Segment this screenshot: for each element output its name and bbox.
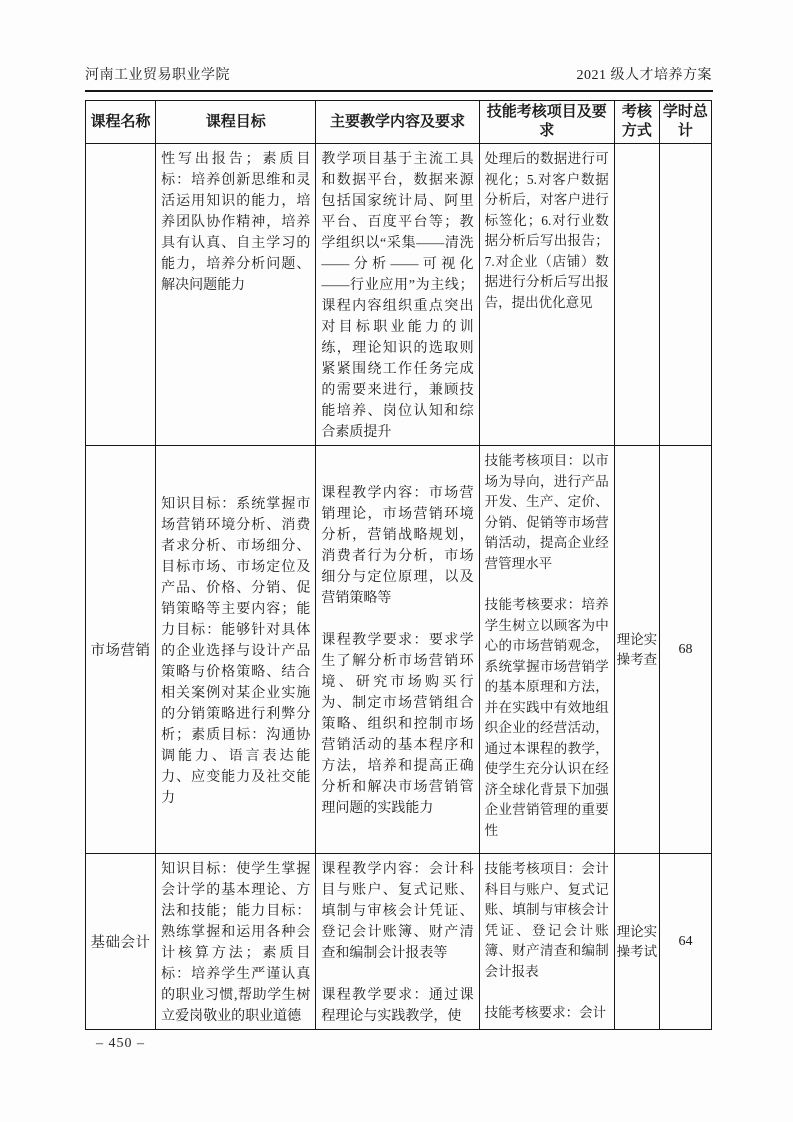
cell-skill-assessment (479, 446, 614, 854)
cell-total-hours: 68 (659, 446, 711, 854)
objectives-text: 知识目标：系统掌握市场营销环境分析、消费者求分析、市场细分、目标市场、市场定位及产品、价格、分销、促销策略等主要内容；能力目标：能够针对具体的企业选择与设计产品策略与价格策略、结合相关案例对某企业实施的分销策略进行利弊分析；素质目标：沟通协调能力、语言表达能力、应变能力及社交能力 (161, 496, 311, 806)
objectives-text: 性写出报告；素质目标：培养创新思维和灵活运用知识的能力，培养团队协作精神，培养具有认真、自主学习的能力，培养分析问题、解决问题能力 (161, 152, 311, 293)
col-header-assessment-method: 考核方式 (614, 101, 659, 144)
col-header-teaching-content: 主要教学内容及要求 (316, 101, 479, 144)
header-school-name: 河南工业贸易职业学院 (85, 68, 230, 83)
page-number: – 450 – (96, 1036, 145, 1051)
col-header-course-objectives: 课程目标 (156, 101, 316, 144)
table-header-row (86, 101, 712, 144)
teaching-content-text: 课程教学内容：会计科目与账户、复式记账、填制与审核会计凭证、登记会计账簿、财产清查和编制会计报表等 (321, 862, 474, 961)
header-rule-line (85, 90, 713, 92)
document-header (85, 64, 712, 84)
table-row-accounting (86, 854, 712, 1030)
cell-teaching-content (316, 144, 479, 446)
cell-course-name: 市场营销 (86, 446, 156, 854)
skill-assessment-items-text: 技能考核项目：以市场为导向，进行产品开发、生产、定价、分销、促销等市场营销活动，提高企业经营管理水平 (484, 453, 609, 571)
cell-course-name (86, 144, 156, 446)
skill-assessment-items-text: 技能考核项目：会计科目与账户、复式记账、填制与审核会计凭证、登记会计账簿、财产清查和编制会计报表 (484, 861, 609, 979)
course-table (85, 100, 712, 1030)
header-plan-title: 2021 级人才培养方案 (576, 68, 712, 83)
teaching-requirements-text: 课程教学要求：要求学生了解分析市场营销环境、研究市场购买行为、制定市场营销组合策略、组织和控制市场营销活动的基本程序和方法，培养和提高正确分析和解决市场营销管理问题的实践能力 (321, 633, 474, 816)
cell-assessment-method: 理论实操考试 (614, 854, 659, 1030)
teaching-content-text: 教学项目基于主流工具和数据平台，数据来源包括国家统计局、阿里平台、百度平台等；教学组织以“采集——清洗——分析——可视化——行业应用”为主线；课程内容组织重点突出对目标职业能力的训练，理论知识的选取则紧紧围绕工作任务完成的需要来进行，兼顾技能培养、岗位认知和综合素质提升 (321, 152, 474, 440)
cell-course-name: 基础会计 (86, 854, 156, 1030)
teaching-content-text: 课程教学内容：市场营销理论，市场营销环境分析，营销战略规划，消费者行为分析，市场细分与定位原理，以及营销策略等 (321, 486, 474, 606)
skill-assessment-requirements-text: 技能考核要求：培养学生树立以顾客为中心的市场营销观念，系统掌握市场营销学的基本原理和方法，并在实践中有效地组织企业的经营活动，通过本课程的教学，使学生充分认识在经济全球化背景下加强企业营销管理的重要性 (484, 597, 609, 838)
cell-skill-assessment (479, 144, 614, 446)
table-row-continuation (86, 144, 712, 446)
table-row-marketing (86, 446, 712, 854)
cell-total-hours: 64 (659, 854, 711, 1030)
cell-course-objectives (156, 144, 316, 446)
col-header-total-hours: 学时总计 (659, 101, 711, 144)
col-header-skill-assessment: 技能考核项目及要求 (479, 101, 614, 144)
skill-assessment-text: 处理后的数据进行可视化；5.对客户数据分析后，对客户进行标签化；6.对行业数据分析后写出报告；7.对企业（店铺）数据进行分析后写出报告，提出优化意见 (484, 151, 609, 310)
cell-assessment-method: 理论实操考查 (614, 446, 659, 854)
cell-course-objectives (156, 854, 316, 1030)
cell-assessment-method (614, 144, 659, 446)
cell-course-objectives (156, 446, 316, 854)
teaching-requirements-text: 课程教学要求：通过课程理论与实践教学，使 (321, 988, 474, 1024)
col-header-course-name: 课程名称 (86, 101, 156, 144)
cell-skill-assessment (479, 854, 614, 1030)
cell-teaching-content (316, 446, 479, 854)
objectives-text: 知识目标：使学生掌握会计学的基本理论、方法和技能；能力目标：熟练掌握和运用各种会计核算方法；素质目标：培养学生严谨认真的职业习惯,帮助学生树立爱岗敬业的职业道德 (161, 862, 311, 1024)
cell-teaching-content (316, 854, 479, 1030)
skill-assessment-requirements-text: 技能考核要求：会计 (484, 1005, 607, 1020)
cell-total-hours (659, 144, 711, 446)
